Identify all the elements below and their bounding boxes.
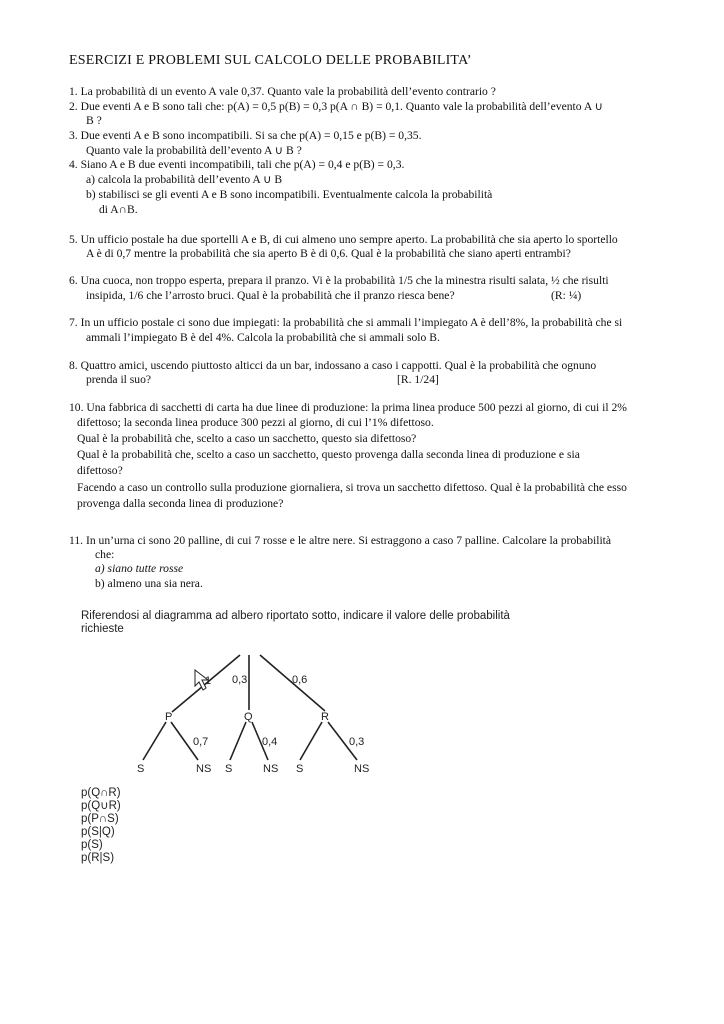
branch-label-r: 0,6 — [292, 674, 308, 686]
exercise-10-line-1: 10. Una fabbrica di sacchetti di carta ha due linee di produzione: la prima linea produce 500 pezzi al giorno, di cui il 2% — [69, 401, 627, 414]
question-p-and-s: p(P∩S) — [81, 813, 119, 825]
exercise-6-line-1: 6. Una cuoca, non troppo esperta, prepara il pranzo. Vi è la probabilità 1/5 che la minestra risulti salata, ½ che risulti — [69, 274, 609, 287]
question-q-or-r: p(Q∪R) — [81, 800, 121, 812]
leaf-r-ns: NS — [354, 763, 370, 775]
exercise-8-line-2: prenda il suo? — [86, 373, 152, 386]
exercise-10-line-6: Facendo a caso un controllo sulla produzione giornaliera, si trova un sacchetto difettoso. Qual è la probabilità che esso — [77, 481, 627, 494]
exercise-2-line-2: B ? — [86, 114, 102, 127]
exercise-4-part-b: b) stabilisci se gli eventi A e B sono incompatibili. Eventualmente calcola la probabilità — [86, 188, 493, 201]
exercise-10-line-7: provenga dalla seconda linea di produzione? — [77, 497, 284, 510]
leaf-q-s: S — [225, 763, 233, 775]
exercise-10-line-4: Qual è la probabilità che, scelto a caso un sacchetto, questo provenga dalla seconda linea di produzione e sia — [77, 448, 580, 461]
exercise-7-line-2: ammali l’impiegato B è del 4%. Calcola la probabilità che si ammali solo B. — [86, 331, 440, 344]
question-r-given-s: p(R|S) — [81, 852, 115, 864]
exercise-1: 1. La probabilità di un evento A vale 0,37. Quanto vale la probabilità dell’evento contrario ? — [69, 85, 496, 98]
node-r: R — [321, 711, 329, 723]
question-s-given-q: p(S|Q) — [81, 826, 115, 838]
exercise-11-part-a: a) siano tutte rosse — [95, 562, 184, 575]
exercise-2-line-1: 2. Due eventi A e B sono tali che: p(A) = 0,5 p(B) = 0,3 p(A ∩ B) = 0,1. Quanto vale la probabilità dell’evento A ∪ — [69, 100, 603, 113]
branch-label-q-ns: 0,4 — [262, 736, 278, 748]
branch-label-r-ns: 0,3 — [349, 736, 365, 748]
exercise-8-line-1: 8. Quattro amici, uscendo piuttosto alticci da un bar, indossano a caso i cappotti. Qual è la probabilità che ognuno — [69, 359, 597, 372]
exercise-6-answer: (R: ¼) — [551, 289, 582, 302]
exercise-5-line-2: A è di 0,7 mentre la probabilità che sia aperto B è di 0,6. Qual è la probabilità che siano aperti entrambi? — [86, 247, 571, 260]
branch-label-q: 0,3 — [232, 674, 248, 686]
figure-caption-line-1: Riferendosi al diagramma ad albero riportato sotto, indicare il valore delle probabilità — [81, 610, 510, 622]
question-s: p(S) — [81, 839, 103, 851]
exercise-10-line-5: difettoso? — [77, 464, 123, 477]
exercise-6-line-2: insipida, 1/6 che l’arrosto bruci. Qual è la probabilità che il pranzo riesca bene? — [86, 289, 455, 302]
leaf-p-s: S — [137, 763, 145, 775]
exercise-11-line-1: 11. In un’urna ci sono 20 palline, di cui 7 rosse e le altre nere. Si estraggono a caso 7 palline. Calcolare la probabilità — [69, 534, 612, 547]
exercise-7-line-1: 7. In un ufficio postale ci sono due impiegati: la probabilità che si ammali l’impiegato A è dell’8%, la probabilità che si — [69, 316, 623, 329]
tree-branches — [143, 655, 357, 760]
node-p: P — [165, 711, 173, 723]
exercise-4-part-b-cont: di A∩B. — [99, 203, 138, 216]
exercise-4-line-1: 4. Siano A e B due eventi incompatibili, tali che p(A) = 0,4 e p(B) = 0,3. — [69, 158, 405, 171]
page-title: ESERCIZI E PROBLEMI SUL CALCOLO DELLE PROBABILITA’ — [69, 53, 472, 68]
node-q: Q — [244, 711, 253, 723]
leaf-q-ns: NS — [263, 763, 279, 775]
exercise-10-line-2: difettoso; la seconda linea produce 300 pezzi al giorno, di cui l’1% difettoso. — [77, 416, 434, 429]
leaf-r-s: S — [296, 763, 304, 775]
branch-label-p-ns: 0,7 — [193, 736, 209, 748]
figure-caption-line-2: richieste — [81, 623, 124, 635]
branch-q-s — [230, 722, 246, 760]
exercise-11-part-b: b) almeno una sia nera. — [95, 577, 203, 590]
branch-label-p-partial: 1 — [205, 675, 212, 687]
exercise-3-line-1: 3. Due eventi A e B sono incompatibili. Si sa che p(A) = 0,15 e p(B) = 0,35. — [69, 129, 422, 142]
exercise-3-line-2: Quanto vale la probabilità dell’evento A ∪ B ? — [86, 144, 302, 157]
exercise-5-line-1: 5. Un ufficio postale ha due sportelli A e B, di cui almeno uno sempre aperto. La probabilità che sia aperto lo sportello — [69, 233, 618, 246]
question-q-and-r: p(Q∩R) — [81, 787, 121, 799]
branch-p-s — [143, 722, 166, 760]
exercise-8-answer: [R. 1/24] — [397, 373, 439, 386]
exercise-10-line-3: Qual è la probabilità che, scelto a caso un sacchetto, questo sia difettoso? — [77, 432, 417, 445]
leaf-p-ns: NS — [196, 763, 212, 775]
exercise-4-part-a: a) calcola la probabilità dell’evento A ∪ B — [86, 173, 283, 186]
branch-r-s — [300, 722, 322, 760]
exercise-11-line-2: che: — [95, 548, 115, 561]
